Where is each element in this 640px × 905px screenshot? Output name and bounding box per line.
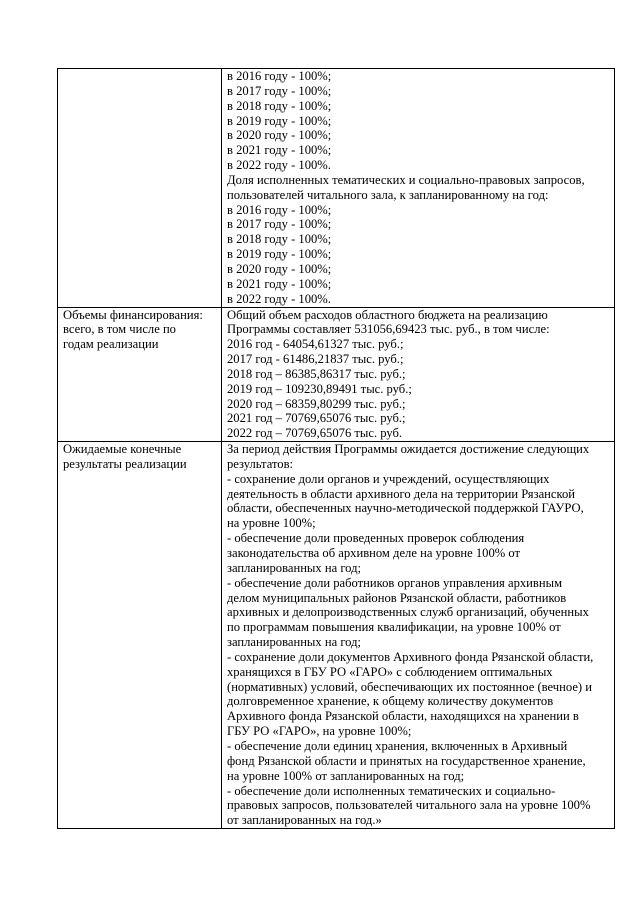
text-line: архивных и делопроизводственных служб организаций, обученных: [227, 605, 589, 620]
text-line: Программы составляет 531056,69423 тыс. руб., в том числе:: [227, 322, 550, 337]
text-line: результатов:: [227, 456, 294, 471]
table-row-expected-results: [58, 442, 615, 829]
table-row-indicators: [58, 69, 615, 308]
text-line: хранящихся в ГБУ РО «ГАРО» с соблюдением оптимальных: [227, 664, 553, 679]
label-line: результаты реализации: [63, 456, 187, 471]
row-content-financing: [222, 307, 615, 442]
text-line: в 2018 году - 100%;: [227, 232, 332, 247]
text-line: в 2019 году - 100%;: [227, 113, 332, 128]
text-line: в 2022 году - 100%.: [227, 158, 331, 173]
text-line: - обеспечение доли единиц хранения, включенных в Архивный: [227, 738, 568, 753]
table-row-financing: [58, 307, 615, 442]
text-line: деятельность в области архивного дела на территории Рязанской: [227, 486, 575, 501]
text-line: правовых запросов, пользователей читального зала на уровне 100%: [227, 798, 591, 813]
row-label-financing: [58, 307, 222, 442]
text-line: 2018 год – 86385,86317 тыс. руб.;: [227, 366, 406, 381]
text-line: 2019 год – 109230,89491 тыс. руб.;: [227, 381, 412, 396]
row-content-indicators: [222, 69, 615, 308]
text-line: Доля исполненных тематических и социально-правовых запросов,: [227, 172, 585, 187]
text-line: ГБУ РО «ГАРО», на уровне 100%;: [227, 724, 412, 739]
text-line: - обеспечение доли проведенных проверок соблюдения: [227, 531, 525, 546]
label-line: годам реализации: [63, 337, 159, 352]
label-line: всего, в том числе по: [63, 322, 176, 337]
text-line: долговременное хранение, к общему количеству документов: [227, 694, 554, 709]
text-line: запланированных на год;: [227, 560, 362, 575]
text-line: делом муниципальных районов Рязанской области, работников: [227, 590, 567, 605]
text-line: пользователей читального зала, к запланированному на год:: [227, 187, 549, 202]
text-line: 2022 год – 70769,65076 тыс. руб.: [227, 426, 403, 441]
text-line: За период действия Программы ожидается достижение следующих: [227, 442, 590, 457]
text-line: 2021 год – 70769,65076 тыс. руб.;: [227, 411, 406, 426]
text-line: в 2020 году - 100%;: [227, 128, 332, 143]
text-line: - обеспечение доли исполненных тематических и социально-: [227, 783, 556, 798]
text-line: 2017 год - 61486,21837 тыс. руб.;: [227, 352, 404, 367]
row-content-expected-results: [222, 442, 615, 829]
text-line: - сохранение доли органов и учреждений, осуществляющих: [227, 471, 550, 486]
text-line: от запланированных на год.»: [227, 813, 382, 828]
text-line: в 2022 году - 100%.: [227, 291, 331, 306]
text-line: области, обеспеченных научно-методической поддержкой ГАУРО,: [227, 501, 584, 516]
program-passport-table: [57, 68, 615, 829]
text-line: (нормативных) условий, обеспечивающих их постоянное (вечное) и: [227, 679, 593, 694]
text-line: на уровне 100% от запланированных на год;: [227, 768, 465, 783]
text-line: - сохранение доли документов Архивного фонда Рязанской области,: [227, 649, 594, 664]
text-line: в 2020 году - 100%;: [227, 261, 332, 276]
text-line: - обеспечение доли работников органов управления архивным: [227, 575, 563, 590]
text-line: по программам повышения квалификации, на уровне 100% от: [227, 620, 561, 635]
text-line: законодательства об архивном деле на уровне 100% от: [227, 546, 521, 560]
text-line: в 2017 году - 100%;: [227, 217, 332, 232]
text-line: в 2019 году - 100%;: [227, 247, 332, 262]
text-line: в 2021 году - 100%;: [227, 276, 332, 291]
text-line: фонд Рязанской области и принятых на государственное хранение,: [227, 753, 586, 768]
label-line: Объемы финансирования:: [63, 307, 203, 322]
text-line: Архивного фонда Рязанской области, находящихся на хранении в: [227, 709, 579, 724]
text-line: 2020 год – 68359,80299 тыс. руб.;: [227, 396, 406, 411]
text-line: Общий объем расходов областного бюджета на реализацию: [227, 307, 548, 322]
text-line: запланированных на год;: [227, 635, 362, 650]
row-label-expected-results: [58, 442, 222, 829]
text-line: в 2016 году - 100%;: [227, 202, 332, 217]
text-line: в 2016 году - 100%;: [227, 69, 332, 83]
row-label-empty: [58, 69, 222, 308]
text-line: в 2021 году - 100%;: [227, 143, 332, 158]
text-line: на уровне 100%;: [227, 516, 316, 531]
text-line: 2016 год - 64054,61327 тыс. руб.;: [227, 337, 404, 352]
label-line: Ожидаемые конечные: [63, 442, 182, 457]
text-line: в 2018 году - 100%;: [227, 98, 332, 113]
text-line: в 2017 году - 100%;: [227, 83, 332, 98]
